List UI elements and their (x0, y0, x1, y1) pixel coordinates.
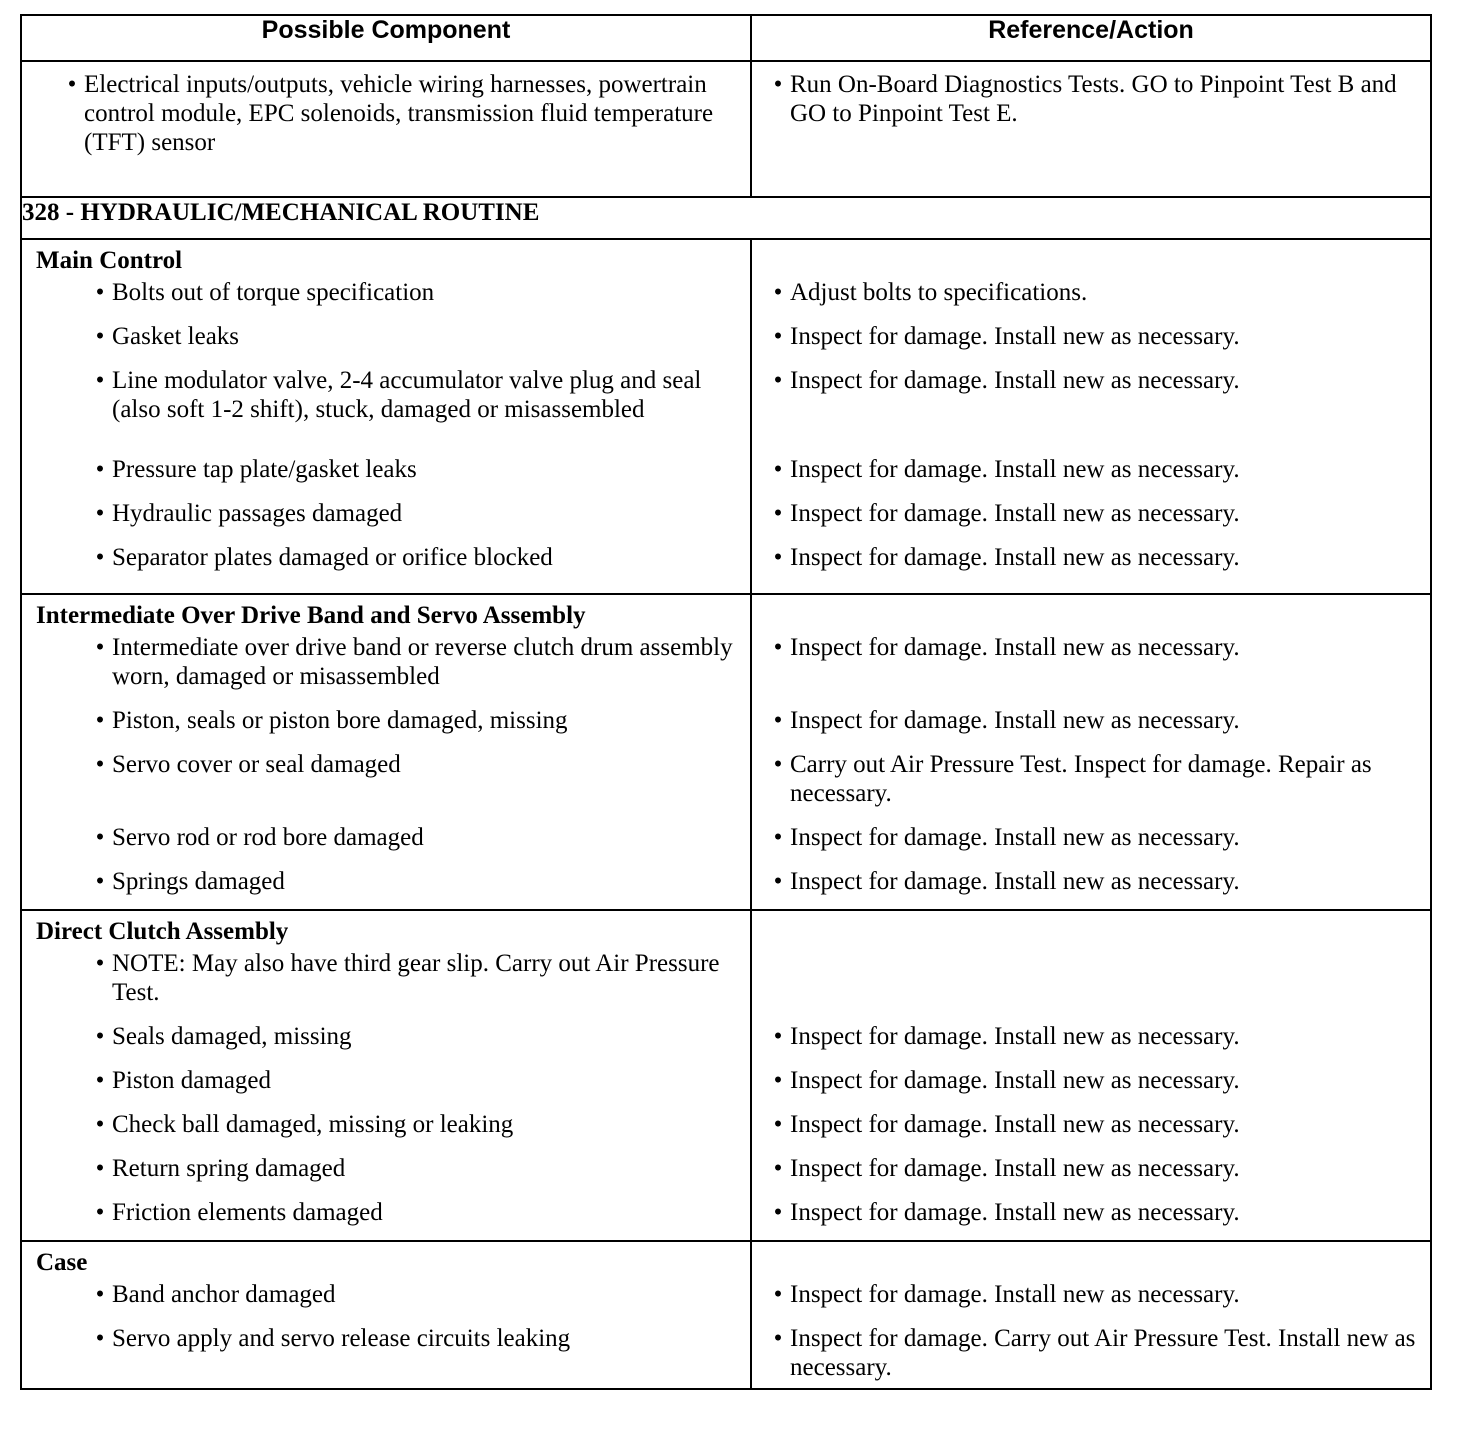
bullet-icon: • (773, 634, 783, 661)
intermediate-band-action-cell (751, 594, 1431, 910)
main-control-component-cell (21, 239, 751, 594)
list-item: • Separator plates damaged or orifice blocked (36, 543, 740, 587)
bullet-icon: • (773, 500, 783, 527)
diagnosis-page (20, 14, 1430, 1390)
list-item: • Bolts out of torque specification (36, 278, 740, 322)
list-item: • NOTE: May also have third gear slip. Carry out Air Pressure Test. (36, 949, 740, 1022)
list-item: • Inspect for damage. Install new as necessary. (766, 1280, 1420, 1324)
case-component-cell (21, 1241, 751, 1389)
list-item: • Servo apply and servo release circuits leaking (36, 1324, 740, 1382)
bullet-icon: • (67, 71, 77, 98)
group-title: Intermediate Over Drive Band and Servo Assembly (36, 602, 586, 629)
bullet-icon: • (773, 323, 783, 350)
bullet-icon: • (773, 1023, 783, 1050)
list-item: • Gasket leaks (36, 322, 740, 366)
bullet-icon: • (95, 1155, 105, 1182)
list-item: • Check ball damaged, missing or leaking (36, 1110, 740, 1154)
main-control-action-cell (751, 239, 1431, 594)
list-item: • Inspect for damage. Install new as necessary. (766, 499, 1420, 543)
group-intermediate-band (21, 594, 1431, 910)
bullet-icon: • (773, 1199, 783, 1226)
group-main-control (21, 239, 1431, 594)
list-item: • Piston damaged (36, 1066, 740, 1110)
list-item: • Inspect for damage. Install new as necessary. (766, 322, 1420, 366)
bullet-icon: • (773, 544, 783, 571)
bullet-icon: • (773, 1325, 783, 1352)
group-direct-clutch (21, 910, 1431, 1241)
list-item: • Inspect for damage. Install new as necessary. (766, 633, 1420, 706)
list-item: • Hydraulic passages damaged (36, 499, 740, 543)
bullet-icon: • (773, 1067, 783, 1094)
list-item: • Intermediate over drive band or reverse clutch drum assembly worn, damaged or misassembled (36, 633, 740, 706)
list-item: • Inspect for damage. Install new as necessary. (766, 1198, 1420, 1234)
list-item-empty (766, 949, 1420, 1022)
list-item: • Inspect for damage. Install new as necessary. (766, 1022, 1420, 1066)
list-item: • Inspect for damage. Carry out Air Pressure Test. Install new as necessary. (766, 1324, 1420, 1382)
list-item: • Inspect for damage. Install new as necessary. (766, 543, 1420, 587)
list-item: • Servo rod or rod bore damaged (36, 823, 740, 867)
case-action-cell (751, 1241, 1431, 1389)
list-item: • Seals damaged, missing (36, 1022, 740, 1066)
list-item: • Friction elements damaged (36, 1198, 740, 1234)
electrical-component-cell (21, 61, 751, 197)
bullet-icon: • (773, 71, 783, 98)
bullet-icon: • (95, 1325, 105, 1352)
bullet-icon: • (95, 634, 105, 661)
group-title: Case (36, 1249, 88, 1276)
bullet-icon: • (773, 751, 783, 778)
bullet-icon: • (95, 1023, 105, 1050)
bullet-icon: • (773, 824, 783, 851)
bullet-icon: • (95, 1111, 105, 1138)
bullet-icon: • (95, 1281, 105, 1308)
bullet-icon: • (95, 279, 105, 306)
electrical-component-text: Electrical inputs/outputs, vehicle wiring harnesses, powertrain control module, EPC solenoids, transmission fluid temperature (TFT) sensor (84, 71, 714, 156)
bullet-icon: • (95, 456, 105, 483)
direct-clutch-action-cell (751, 910, 1431, 1241)
list-item: • Band anchor damaged (36, 1280, 740, 1324)
list-item: • Inspect for damage. Install new as necessary. (766, 1110, 1420, 1154)
bullet-icon: • (773, 1281, 783, 1308)
list-item: • Inspect for damage. Install new as necessary. (766, 1066, 1420, 1110)
list-item: • Inspect for damage. Install new as necessary. (766, 823, 1420, 867)
list-item: • Inspect for damage. Install new as necessary. (766, 1154, 1420, 1198)
bullet-icon: • (773, 1111, 783, 1138)
intermediate-band-component-cell (21, 594, 751, 910)
group-title: Main Control (36, 247, 183, 274)
bullet-icon: • (95, 1199, 105, 1226)
list-item: • Line modulator valve, 2-4 accumulator valve plug and seal (also soft 1-2 shift), stuck, damaged or misassembled (36, 366, 740, 455)
list-item: • Adjust bolts to specifications. (766, 278, 1420, 322)
bullet-icon: • (773, 868, 783, 895)
header-row (21, 15, 1431, 61)
list-item: • Inspect for damage. Install new as necessary. (766, 366, 1420, 455)
list-item: • Piston, seals or piston bore damaged, missing (36, 706, 740, 750)
electrical-action-cell (751, 61, 1431, 197)
list-item: • Inspect for damage. Install new as necessary. (766, 455, 1420, 499)
bullet-icon: • (773, 1155, 783, 1182)
bullet-icon: • (95, 1067, 105, 1094)
bullet-icon: • (95, 500, 105, 527)
bullet-icon: • (773, 279, 783, 306)
diagnosis-table (20, 14, 1432, 1390)
bullet-icon: • (95, 323, 105, 350)
electrical-action-text: Run On-Board Diagnostics Tests. GO to Pinpoint Test B and GO to Pinpoint Test E. (790, 71, 1397, 127)
routine-row (21, 197, 1431, 239)
group-case (21, 1241, 1431, 1389)
bullet-icon: • (95, 544, 105, 571)
bullet-icon: • (95, 707, 105, 734)
bullet-icon: • (773, 367, 783, 394)
list-item: • Return spring damaged (36, 1154, 740, 1198)
bullet-icon: • (95, 367, 105, 394)
electrical-row (21, 61, 1431, 197)
list-item: • Carry out Air Pressure Test. Inspect for damage. Repair as necessary. (766, 750, 1420, 823)
header-reference-action: Reference/Action (751, 15, 1431, 61)
bullet-icon: • (773, 707, 783, 734)
list-item: • Springs damaged (36, 867, 740, 903)
header-possible-component: Possible Component (21, 15, 751, 61)
routine-title: 328 - HYDRAULIC/MECHANICAL ROUTINE (21, 197, 1431, 239)
bullet-icon: • (773, 456, 783, 483)
bullet-icon: • (95, 751, 105, 778)
list-item: • Pressure tap plate/gasket leaks (36, 455, 740, 499)
group-title: Direct Clutch Assembly (36, 918, 289, 945)
list-item: • Inspect for damage. Install new as necessary. (766, 867, 1420, 903)
list-item: • Servo cover or seal damaged (36, 750, 740, 823)
direct-clutch-component-cell (21, 910, 751, 1241)
bullet-icon: • (95, 824, 105, 851)
bullet-icon: • (95, 868, 105, 895)
list-item: • Inspect for damage. Install new as necessary. (766, 706, 1420, 750)
bullet-icon: • (95, 950, 105, 977)
